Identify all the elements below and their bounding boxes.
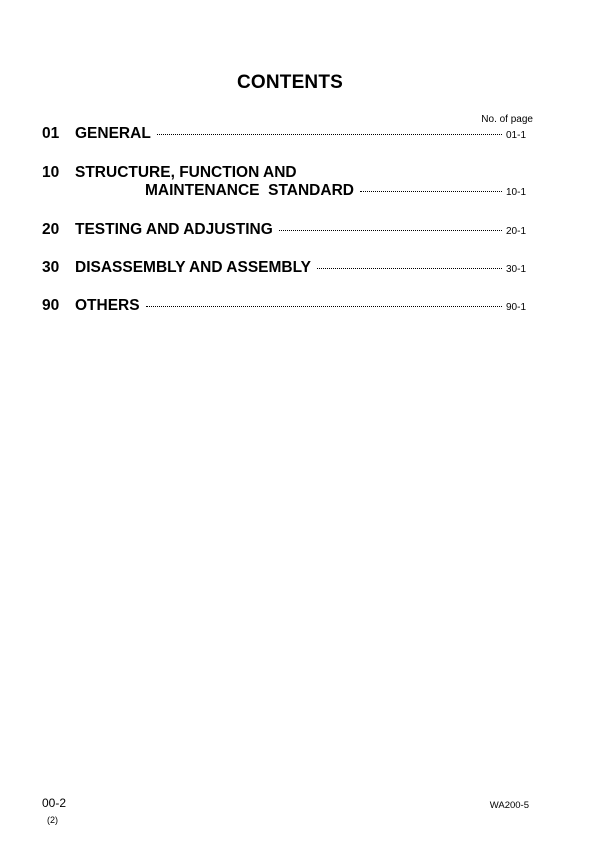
dot-leader [279, 230, 502, 231]
toc-entry-number: 10 [42, 164, 60, 181]
toc-entry-disassembly[interactable] [42, 259, 528, 279]
toc-entry-testing[interactable] [42, 221, 528, 241]
toc-entry-title-continued: MAINTENANCE STANDARD [145, 182, 354, 199]
toc-entry-page: 10-1 [506, 187, 527, 198]
toc-entry-number: 01 [42, 125, 60, 142]
toc-entry-title: TESTING AND ADJUSTING [75, 221, 273, 238]
toc-entry-page: 01-1 [506, 130, 527, 141]
toc-entry-page: 30-1 [506, 264, 527, 275]
dot-leader [317, 268, 502, 269]
toc-entry-page: 20-1 [506, 226, 527, 237]
toc-entry-page: 90-1 [506, 302, 527, 313]
toc-entry-title: GENERAL [75, 125, 151, 142]
toc-entry-others[interactable] [42, 297, 528, 317]
page-column-label: No. of page [481, 114, 533, 125]
dot-leader [360, 191, 502, 192]
dot-leader [157, 134, 502, 135]
footer-revision: (2) [47, 815, 58, 825]
toc-entry-structure[interactable] [42, 164, 528, 204]
page-title: CONTENTS [236, 72, 344, 93]
dot-leader [146, 306, 502, 307]
toc-entry-number: 20 [42, 221, 60, 238]
toc-entry-general[interactable] [42, 125, 528, 145]
toc-entry-title: DISASSEMBLY AND ASSEMBLY [75, 259, 311, 276]
toc-entry-title: OTHERS [75, 297, 140, 314]
toc-entry-number: 30 [42, 259, 60, 276]
toc-entry-title: STRUCTURE, FUNCTION AND [75, 164, 297, 181]
toc-entry-number: 90 [42, 297, 60, 314]
footer-model: WA200-5 [489, 800, 529, 811]
footer-page-number: 00-2 [42, 796, 67, 810]
